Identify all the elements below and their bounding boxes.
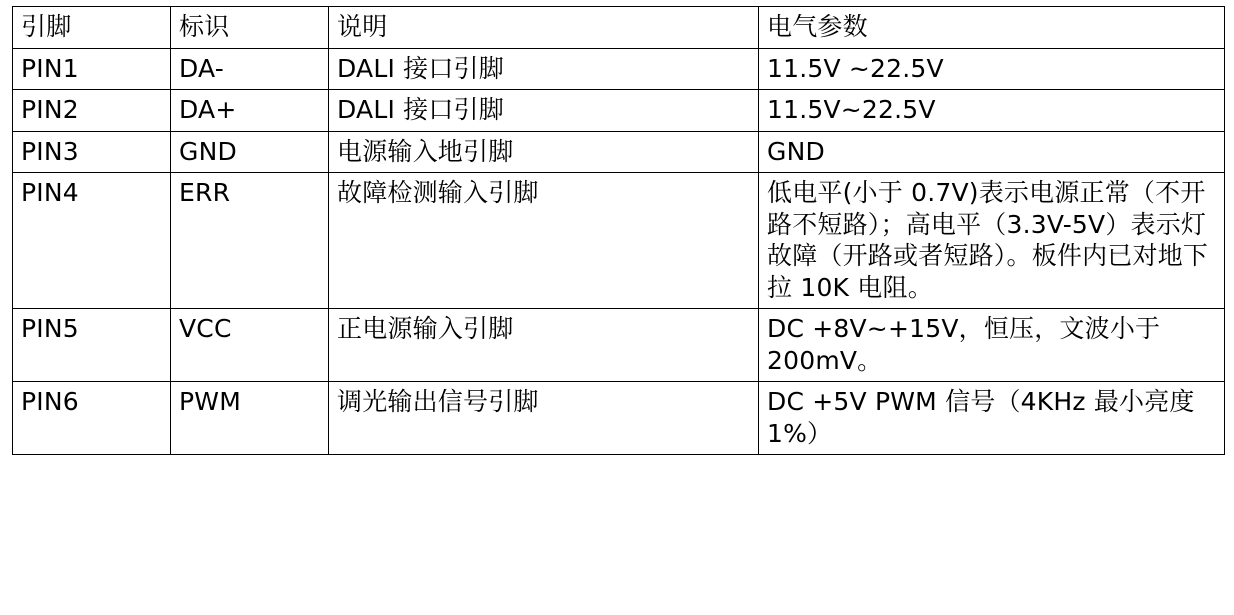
column-header-description: 说明 — [329, 7, 759, 49]
cell-mark: PWM — [171, 382, 329, 455]
pin-definition-table — [12, 6, 1225, 455]
cell-parameter: DC +8V~+15V，恒压，文波小于 200mV。 — [759, 309, 1225, 382]
column-header-pin: 引脚 — [13, 7, 171, 49]
cell-description: DALI 接口引脚 — [329, 48, 759, 90]
cell-pin: PIN4 — [13, 173, 171, 309]
table-row — [13, 131, 1225, 173]
cell-mark: ERR — [171, 173, 329, 309]
cell-pin: PIN3 — [13, 131, 171, 173]
cell-description: 正电源输入引脚 — [329, 309, 759, 382]
cell-pin: PIN1 — [13, 48, 171, 90]
column-header-electrical-parameter: 电气参数 — [759, 7, 1225, 49]
table-row — [13, 90, 1225, 132]
cell-description: 电源输入地引脚 — [329, 131, 759, 173]
cell-mark: VCC — [171, 309, 329, 382]
cell-pin: PIN6 — [13, 382, 171, 455]
cell-parameter: 11.5V~22.5V — [759, 90, 1225, 132]
column-header-mark: 标识 — [171, 7, 329, 49]
table-row — [13, 173, 1225, 309]
cell-description: 调光输出信号引脚 — [329, 382, 759, 455]
cell-description: DALI 接口引脚 — [329, 90, 759, 132]
cell-pin: PIN5 — [13, 309, 171, 382]
cell-parameter: GND — [759, 131, 1225, 173]
table-row — [13, 48, 1225, 90]
cell-parameter: 低电平(小于 0.7V)表示电源正常（不开路不短路）；高电平（3.3V-5V）表示灯故障（开路或者短路）。板件内已对地下拉 10K 电阻。 — [759, 173, 1225, 309]
cell-description: 故障检测输入引脚 — [329, 173, 759, 309]
cell-mark: DA+ — [171, 90, 329, 132]
table-row — [13, 382, 1225, 455]
cell-parameter: DC +5V PWM 信号（4KHz 最小亮度 1%） — [759, 382, 1225, 455]
table-header-row — [13, 7, 1225, 49]
cell-parameter: 11.5V ~22.5V — [759, 48, 1225, 90]
cell-mark: GND — [171, 131, 329, 173]
cell-mark: DA- — [171, 48, 329, 90]
table-row — [13, 309, 1225, 382]
cell-pin: PIN2 — [13, 90, 171, 132]
